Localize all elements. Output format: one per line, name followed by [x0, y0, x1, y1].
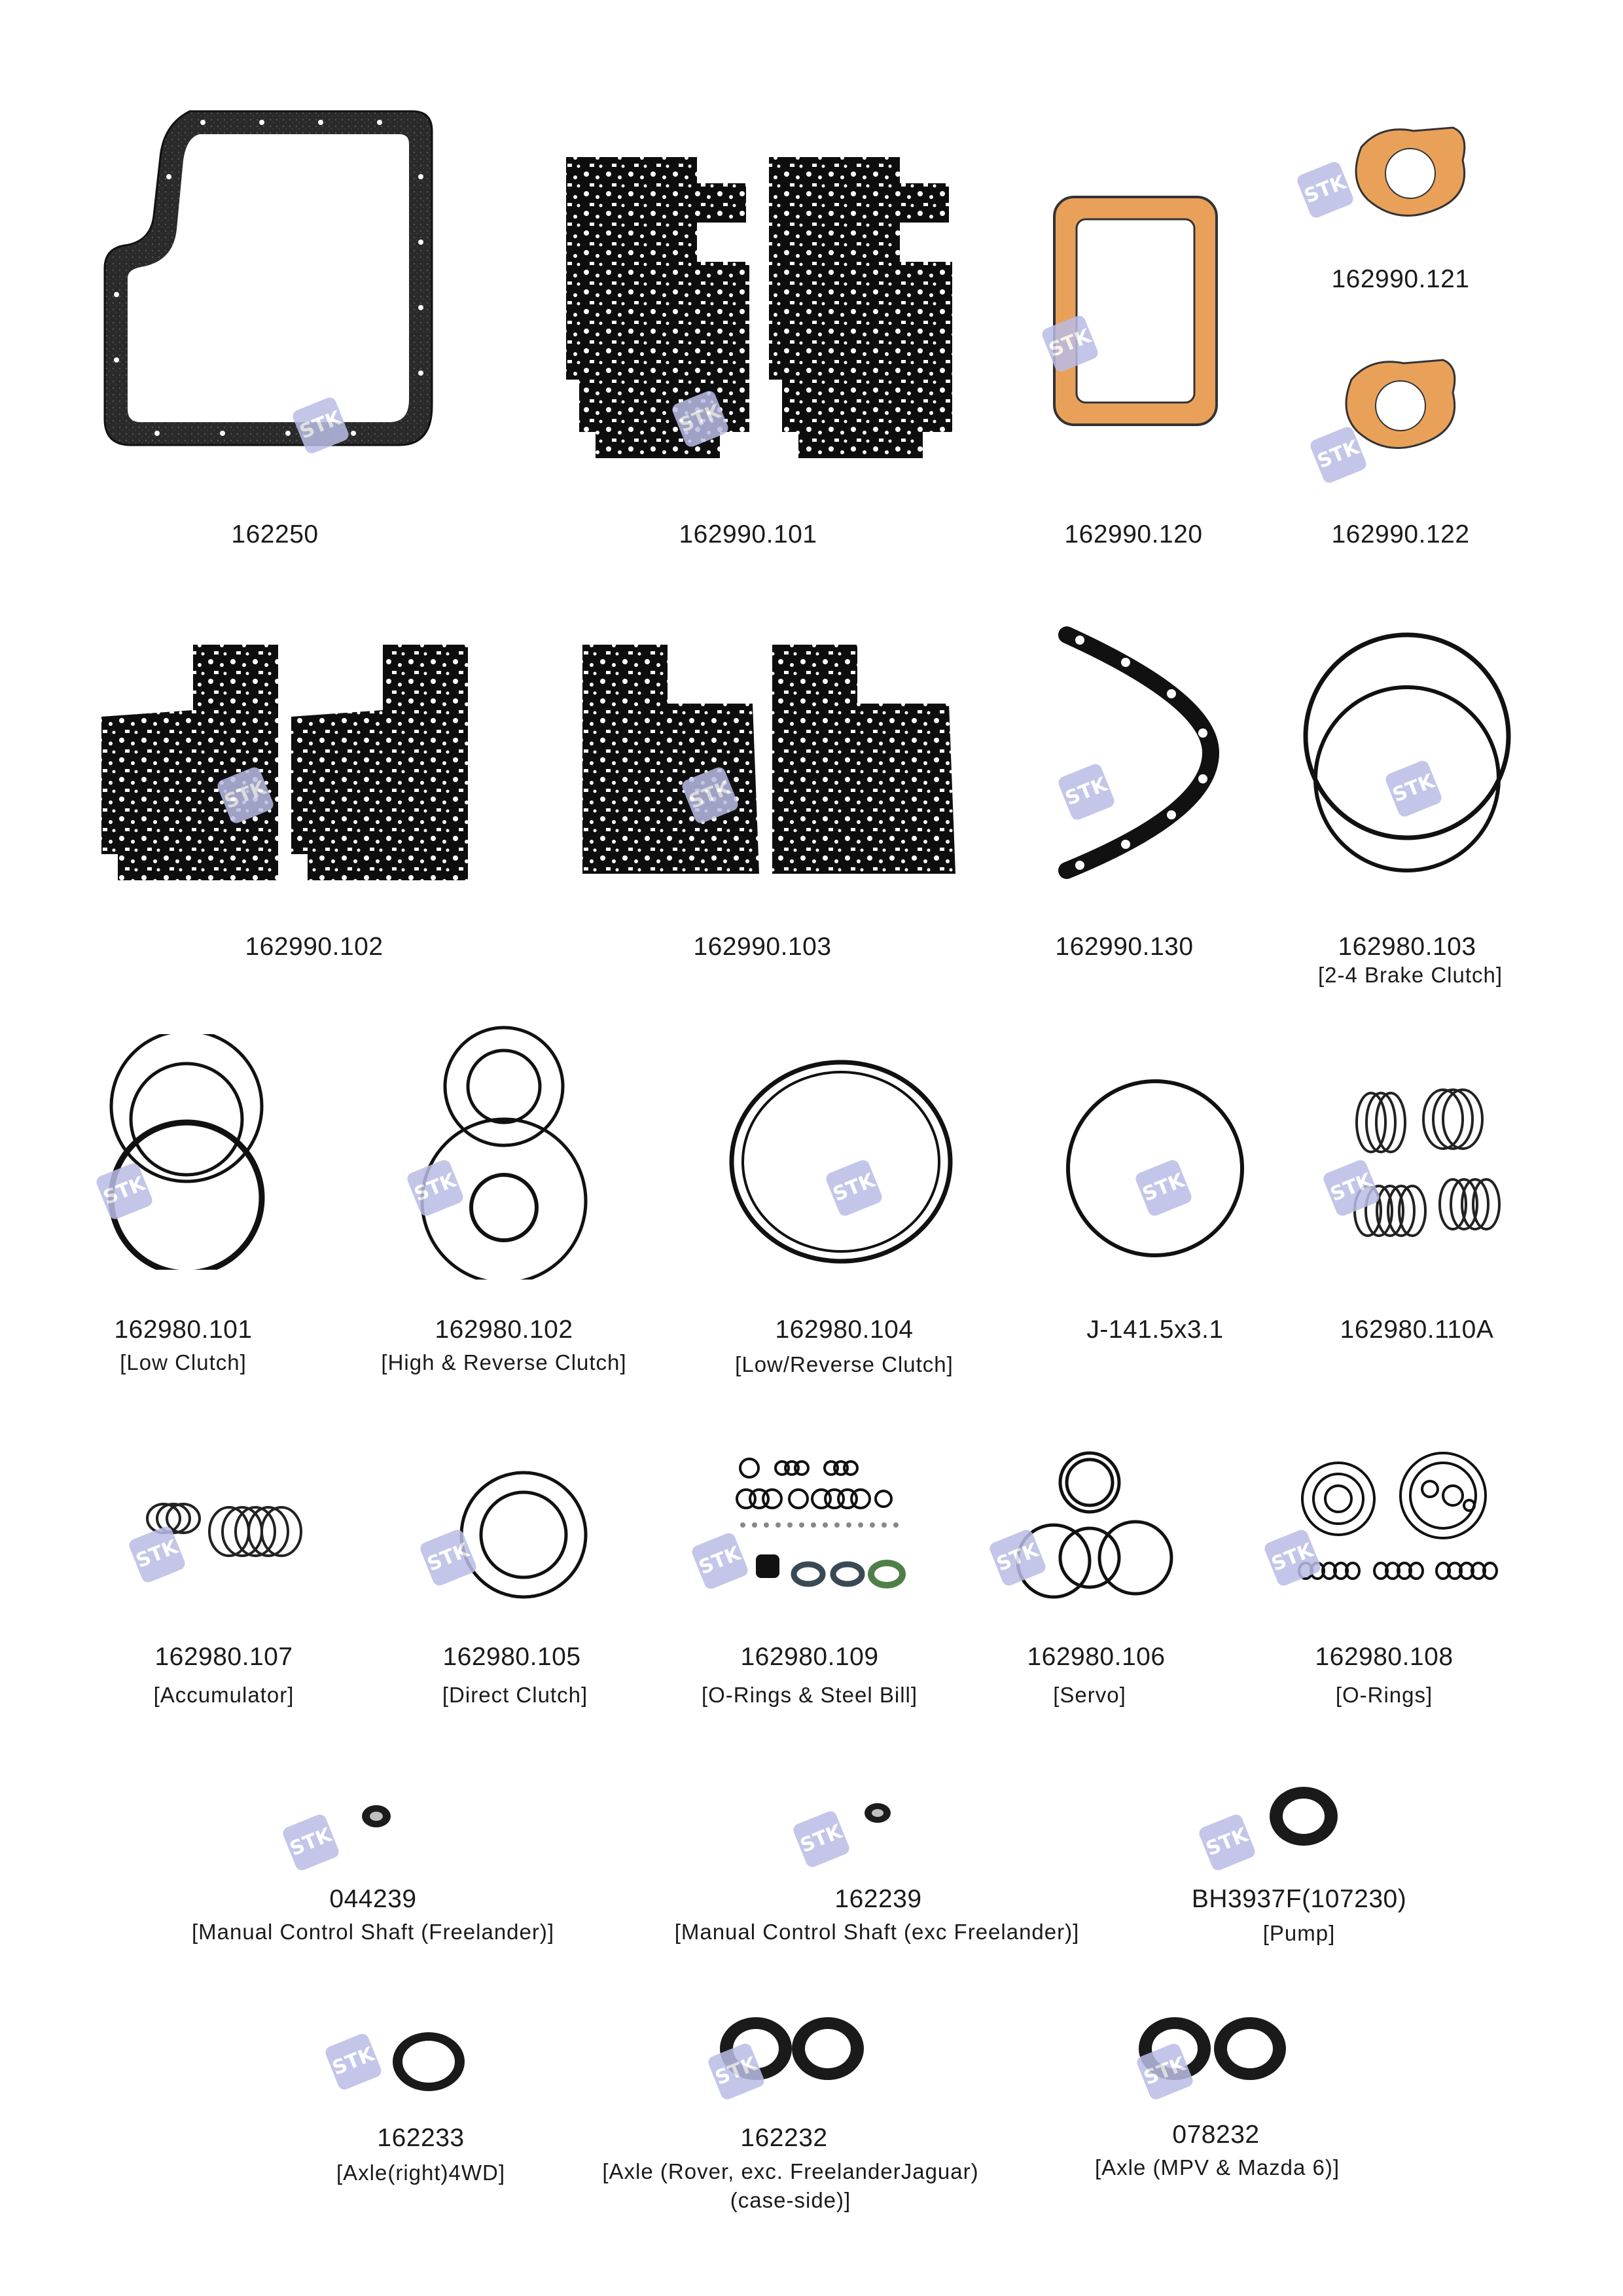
part-description: [High & Reverse Clutch] [381, 1350, 627, 1374]
part-description: [Servo] [1053, 1683, 1126, 1707]
part-description: [Pump] [1262, 1921, 1336, 1945]
part-number: 162980.110A [1340, 1316, 1494, 1344]
small-oil-seal-image [360, 1803, 393, 1829]
stk-logo-watermark: STK [405, 1158, 465, 1217]
stk-logo-watermark: STK [1383, 759, 1443, 818]
part-description: [Direct Clutch] [442, 1683, 588, 1707]
part-description: [Low/Reverse Clutch] [735, 1352, 954, 1376]
part-number: 162990.101 [679, 520, 817, 548]
part-number: 162980.101 [114, 1316, 253, 1344]
stk-logo-watermark: STK [670, 389, 730, 448]
stk-logo-watermark: STK [791, 1809, 851, 1869]
clutch-seal-rings-image [419, 1024, 596, 1280]
stk-logo-watermark: STK [1321, 1158, 1381, 1217]
part-number: 162980.105 [442, 1643, 581, 1671]
stk-logo-watermark: STK [127, 1524, 187, 1584]
part-number: 162990.130 [1055, 933, 1194, 961]
part-number: 162980.107 [154, 1643, 293, 1671]
stk-logo-watermark: STK [94, 1161, 154, 1221]
stk-logo-watermark: STK [323, 2032, 383, 2091]
sealing-rings-set-image [1351, 1086, 1502, 1250]
part-number: 162990.122 [1331, 520, 1470, 548]
part-description: [Axle (MPV & Mazda 6)] [1094, 2155, 1340, 2179]
part-description: [Axle(right)4WD] [336, 2161, 506, 2185]
clutch-seal-rings-image [105, 1034, 268, 1270]
part-number: 162980.103 [1338, 933, 1476, 961]
small-oil-seal-image [863, 1800, 893, 1826]
stk-logo-watermark: STK [1133, 1158, 1193, 1217]
separator-plate-gasket-pair-image [95, 638, 474, 880]
part-description: [O-Rings & Steel Bill] [701, 1683, 918, 1707]
axle-oil-seal-image [389, 2029, 468, 2094]
stk-logo-watermark: STK [680, 765, 740, 825]
part-number: 162980.104 [775, 1316, 914, 1344]
part-number: 162980.108 [1315, 1643, 1454, 1671]
part-description: [2-4 Brake Clutch] [1317, 963, 1503, 987]
part-number: 162990.121 [1331, 265, 1470, 293]
separator-plate-gasket-pair-image [576, 638, 962, 877]
part-number: 162990.102 [245, 933, 383, 961]
paper-gasket-small-image [1342, 121, 1472, 226]
large-seal-rings-image [726, 1057, 955, 1266]
part-number: 162990.103 [693, 933, 832, 961]
part-number: 162980.102 [435, 1316, 573, 1344]
servo-rings-image [1011, 1450, 1175, 1600]
stk-logo-watermark: STK [690, 1531, 749, 1590]
stk-logo-watermark: STK [215, 765, 275, 825]
part-number: 162233 [377, 2124, 465, 2152]
part-number: 162980.106 [1027, 1643, 1166, 1671]
stk-logo-watermark: STK [291, 395, 350, 455]
half-moon-gasket-image [1054, 622, 1224, 884]
o-rings-steel-balls-image [723, 1456, 913, 1594]
stk-logo-watermark: STK [1308, 425, 1368, 484]
part-description: [Axle (Rover, exc. FreelanderJaguar) [602, 2159, 979, 2183]
paper-gasket-image [1050, 193, 1221, 429]
stk-logo-watermark: STK [281, 1812, 340, 1872]
pump-o-rings-image [1293, 1450, 1502, 1587]
stk-logo-watermark: STK [1295, 160, 1355, 219]
part-number: 078232 [1172, 2121, 1260, 2149]
stk-logo-watermark: STK [1262, 1528, 1322, 1587]
part-description: [Manual Control Shaft (exc Freelander)] [674, 1920, 1080, 1944]
part-number: 162980.109 [740, 1643, 879, 1671]
stk-logo-watermark: STK [1056, 762, 1116, 821]
stk-logo-watermark: STK [706, 2041, 766, 2101]
part-description: [O-Rings] [1335, 1683, 1433, 1707]
stk-logo-watermark: STK [1197, 1812, 1257, 1872]
stk-logo-watermark: STK [418, 1528, 478, 1587]
part-number: 162250 [231, 520, 319, 548]
seal-rings-image [1302, 628, 1525, 877]
part-description: [Low Clutch] [120, 1350, 247, 1374]
valve-body-gasket-pair-image [560, 151, 959, 458]
stk-logo-watermark: STK [988, 1528, 1047, 1587]
part-number: BH3937F(107230) [1191, 1885, 1407, 1913]
stk-logo-watermark: STK [1135, 2041, 1194, 2101]
part-number: 044239 [329, 1885, 417, 1913]
part-description: [Accumulator] [153, 1683, 294, 1707]
part-number: 162239 [834, 1885, 922, 1913]
stk-logo-watermark: STK [1040, 314, 1099, 373]
part-number: J-141.5x3.1 [1086, 1316, 1224, 1344]
part-description: [Manual Control Shaft (Freelander)] [191, 1920, 555, 1944]
pump-oil-seal-image [1266, 1784, 1342, 1849]
direct-clutch-rings-image [458, 1469, 589, 1600]
part-number: 162232 [740, 2124, 828, 2152]
part-description-line-2: (case-side)] [730, 2188, 851, 2212]
oil-pan-gasket-image [92, 98, 445, 471]
stk-logo-watermark: STK [824, 1158, 883, 1217]
part-number: 162990.120 [1064, 520, 1203, 548]
